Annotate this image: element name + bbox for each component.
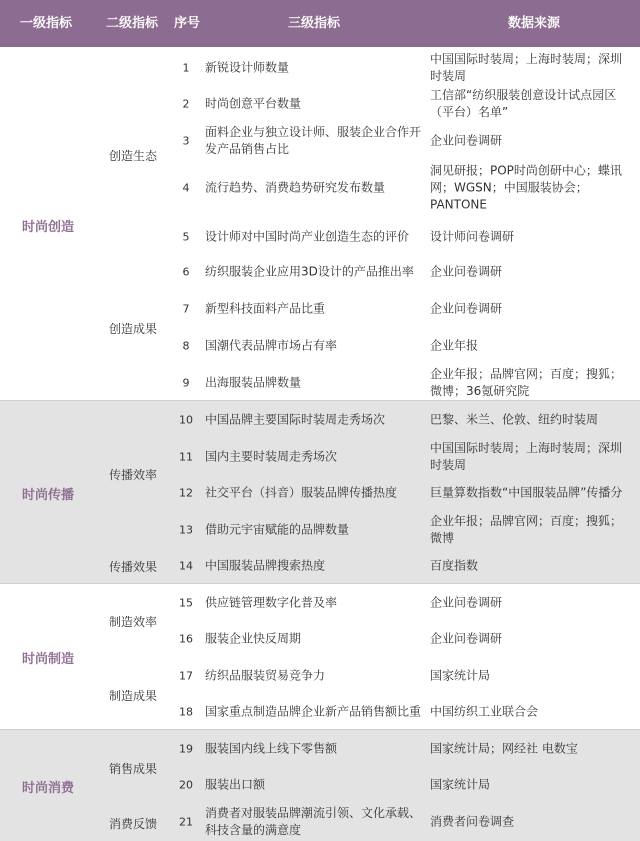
row-indicator: 服装国内线上线下零售额 <box>205 741 338 756</box>
row-source: 设计师问卷调研 <box>430 229 515 244</box>
group-label: 时尚传播 <box>21 488 74 503</box>
row-number: 16 <box>179 632 193 646</box>
row-number: 7 <box>182 302 190 316</box>
table-row <box>0 161 640 215</box>
divider <box>0 729 640 730</box>
row-indicator: 服装企业快反周期 <box>205 631 302 646</box>
row-source: 国家统计局 <box>430 777 491 792</box>
row-source: 中国纺织工业联合会 <box>430 704 539 719</box>
header-level2: 二级指标 <box>106 16 159 31</box>
row-indicator: 国家重点制造品牌企业新产品销售额比重 <box>205 704 422 719</box>
row-indicator: 纺织服装企业应用3D设计的产品推出率 <box>205 264 414 279</box>
table-row <box>0 588 640 618</box>
table-row <box>0 222 640 252</box>
subgroup-label: 消费反馈 <box>108 817 157 831</box>
table-row <box>0 697 640 727</box>
group-label: 时尚创造 <box>21 220 74 235</box>
row-indicator: 借助元宇宙赋能的品牌数量 <box>205 522 350 537</box>
header-seq: 序号 <box>174 16 201 31</box>
row-indicator: 服装出口额 <box>205 777 266 792</box>
table-row <box>0 294 640 324</box>
row-indicator: 出海服装品牌数量 <box>205 375 302 390</box>
row-indicator: 社交平台（抖音）服装品牌传播热度 <box>205 485 398 500</box>
table-row <box>0 52 640 84</box>
group-label: 时尚消费 <box>21 781 74 796</box>
table-row <box>0 439 640 475</box>
row-indicator: 国内主要时装周走秀场次 <box>205 449 338 464</box>
row-source: 企业问卷调研 <box>430 133 503 148</box>
subgroup-label: 创造成果 <box>108 322 157 336</box>
row-source: 中国国际时装周；上海时装周；深圳时装周 <box>430 52 623 83</box>
row-source: 企业问卷调研 <box>430 264 503 279</box>
row-source: 消费者问卷调查 <box>430 814 515 829</box>
row-indicator: 面料企业与独立设计师、服装企业合作开发产品销售占比 <box>205 125 422 156</box>
table-row <box>0 734 640 764</box>
subgroup-label: 创造生态 <box>108 149 157 163</box>
row-source: 百度指数 <box>430 558 479 573</box>
row-source: 巨量算数指数“中国服装品牌”传播分 <box>430 485 623 500</box>
row-number: 3 <box>182 134 190 148</box>
row-source: 企业年报 <box>430 338 479 353</box>
row-source: 企业问卷调研 <box>430 595 503 610</box>
row-indicator: 流行趋势、消费趋势研究发布数量 <box>205 180 386 195</box>
row-number: 11 <box>179 450 193 464</box>
table-row <box>0 770 640 800</box>
subgroup-label: 制造效率 <box>108 615 157 629</box>
row-indicator: 供应链管理数字化普及率 <box>205 595 338 610</box>
header-source: 数据来源 <box>508 16 561 31</box>
row-number: 15 <box>179 596 193 610</box>
subgroup-label: 传播效果 <box>108 560 157 574</box>
table-row <box>0 804 640 840</box>
row-number: 4 <box>182 181 190 195</box>
table-row <box>0 476 640 510</box>
subgroup-label: 传播效率 <box>108 468 157 482</box>
row-number: 5 <box>182 230 190 244</box>
table-row <box>0 624 640 654</box>
divider <box>0 583 640 584</box>
row-indicator: 新型科技面料产品比重 <box>205 301 326 316</box>
row-indicator: 纺织品服装贸易竞争力 <box>205 668 326 683</box>
row-number: 14 <box>179 559 193 573</box>
row-number: 20 <box>179 778 193 792</box>
row-number: 8 <box>182 339 190 353</box>
row-number: 12 <box>179 486 193 500</box>
header-level3: 三级指标 <box>288 16 341 31</box>
row-number: 21 <box>179 815 193 829</box>
table-row <box>0 123 640 159</box>
table-row <box>0 257 640 287</box>
row-indicator: 国潮代表品牌市场占有率 <box>205 338 338 353</box>
header-level1: 一级指标 <box>20 16 73 31</box>
row-number: 9 <box>182 376 190 390</box>
table-row <box>0 661 640 691</box>
row-source: 企业年报；品牌官网；百度；搜狐；微博 <box>430 514 623 545</box>
row-source: 中国国际时装周；上海时装周；深圳时装周 <box>430 441 623 472</box>
row-indicator: 中国品牌主要国际时装周走秀场次 <box>205 412 386 427</box>
row-indicator: 新锐设计师数量 <box>205 60 290 75</box>
group-label: 时尚制造 <box>21 652 74 667</box>
row-source: 工信部“纺织服装创意设计试点园区（平台）名单” <box>430 88 617 119</box>
row-number: 2 <box>182 97 190 111</box>
row-indicator: 消费者对服装品牌潮流引领、文化承载、科技含量的满意度 <box>205 806 422 837</box>
row-number: 18 <box>179 705 193 719</box>
subgroup-label: 制造成果 <box>108 689 157 703</box>
row-indicator: 中国服装品牌搜索热度 <box>205 558 326 573</box>
row-number: 10 <box>179 413 193 427</box>
row-source: 国家统计局 <box>430 668 491 683</box>
row-indicator: 设计师对中国时尚产业创造生态的评价 <box>205 229 410 244</box>
table-row <box>0 365 640 401</box>
row-number: 6 <box>182 265 190 279</box>
subgroup-label: 销售成果 <box>108 762 157 776</box>
table-row <box>0 87 640 121</box>
row-indicator: 时尚创意平台数量 <box>205 96 302 111</box>
table-row <box>0 331 640 361</box>
row-source: 国家统计局；网经社 电数宝 <box>430 741 578 756</box>
row-number: 13 <box>179 523 193 537</box>
row-number: 1 <box>182 61 190 75</box>
table-row <box>0 551 640 581</box>
row-number: 19 <box>179 742 193 756</box>
table-row <box>0 405 640 435</box>
row-source: 企业问卷调研 <box>430 301 503 316</box>
row-number: 17 <box>179 669 193 683</box>
table-row <box>0 512 640 548</box>
row-source: 企业年报；品牌官网；百度；搜狐；微博；36氪研究院 <box>430 367 623 398</box>
row-source: 巴黎、米兰、伦敦、纽约时装周 <box>430 412 599 427</box>
row-source: 洞见研报；POP时尚创研中心；蝶讯网；WGSN；中国服装协会；PANTONE <box>430 163 622 212</box>
row-source: 企业问卷调研 <box>430 631 503 646</box>
table-header <box>0 0 640 47</box>
